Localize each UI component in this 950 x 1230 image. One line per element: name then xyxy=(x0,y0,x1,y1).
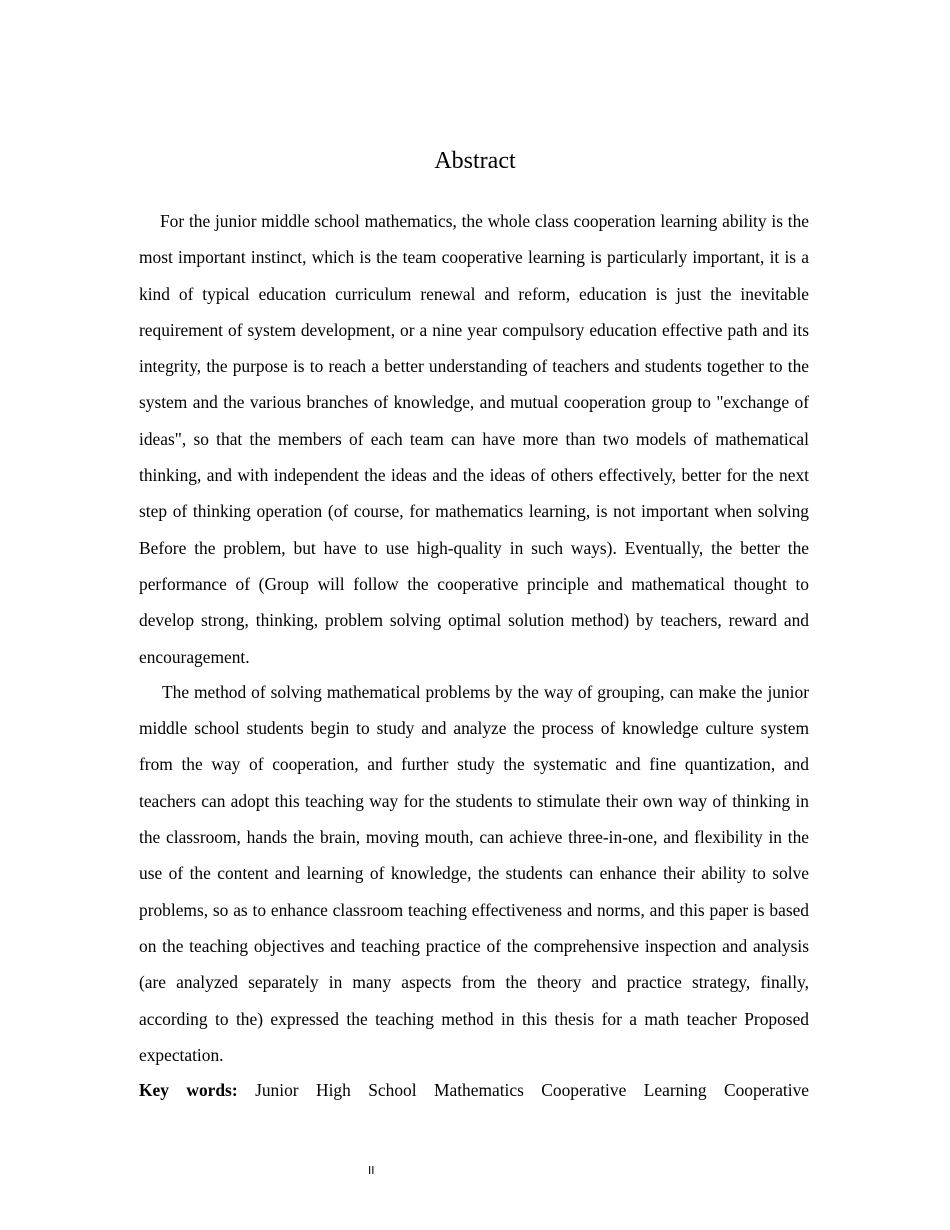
abstract-body xyxy=(139,203,809,1108)
abstract-paragraph: For the junior middle school mathematics, the whole class cooperation learning ability is the most important instinct, which is the team cooperative learning is particularly important, it is a kind of typical education curriculum renewal and reform, education is just the inevitable requirement of system development, or a nine year compulsory education effective path and its integrity, the purpose is to reach a better understanding of teachers and students together to the system and the various branches of knowledge, and mutual cooperation group to "exchange of ideas", so that the members of each team can have more than two models of mathematical thinking, and with independent the ideas and the ideas of others effectively, better for the next step of thinking operation (of course, for mathematics learning, is not important when solving Before the problem, but have to use high-quality in such ways). Eventually, the better the performance of (Group will follow the cooperative principle and mathematical thought to develop strong, thinking, problem solving optimal solution method) by teachers, reward and encouragement. xyxy=(139,211,809,667)
page-number: II xyxy=(368,1164,375,1177)
keywords-label: Key words: xyxy=(139,1080,238,1101)
keywords-line xyxy=(139,1072,809,1108)
abstract-title: Abstract xyxy=(434,148,516,174)
abstract-paragraph: The method of solving mathematical problems by the way of grouping, can make the junior middle school students begin to study and analyze the process of knowledge culture system from the way of cooperation, and further study the systematic and fine quantization, and teachers can adopt this teaching way for the students to stimulate their own way of thinking in the classroom, hands the brain, moving mouth, can achieve three-in-one, and flexibility in the use of the content and learning of knowledge, the students can enhance their ability to solve problems, so as to enhance classroom teaching effectiveness and norms, and this paper is based on the teaching objectives and teaching practice of the comprehensive inspection and analysis (are analyzed separately in many aspects from the theory and practice strategy, finally, according to the) expressed the teaching method in this thesis for a math teacher Proposed expectation. xyxy=(139,681,809,1065)
keywords-text: Junior High School Mathematics Cooperative Learning Cooperative xyxy=(255,1080,809,1101)
